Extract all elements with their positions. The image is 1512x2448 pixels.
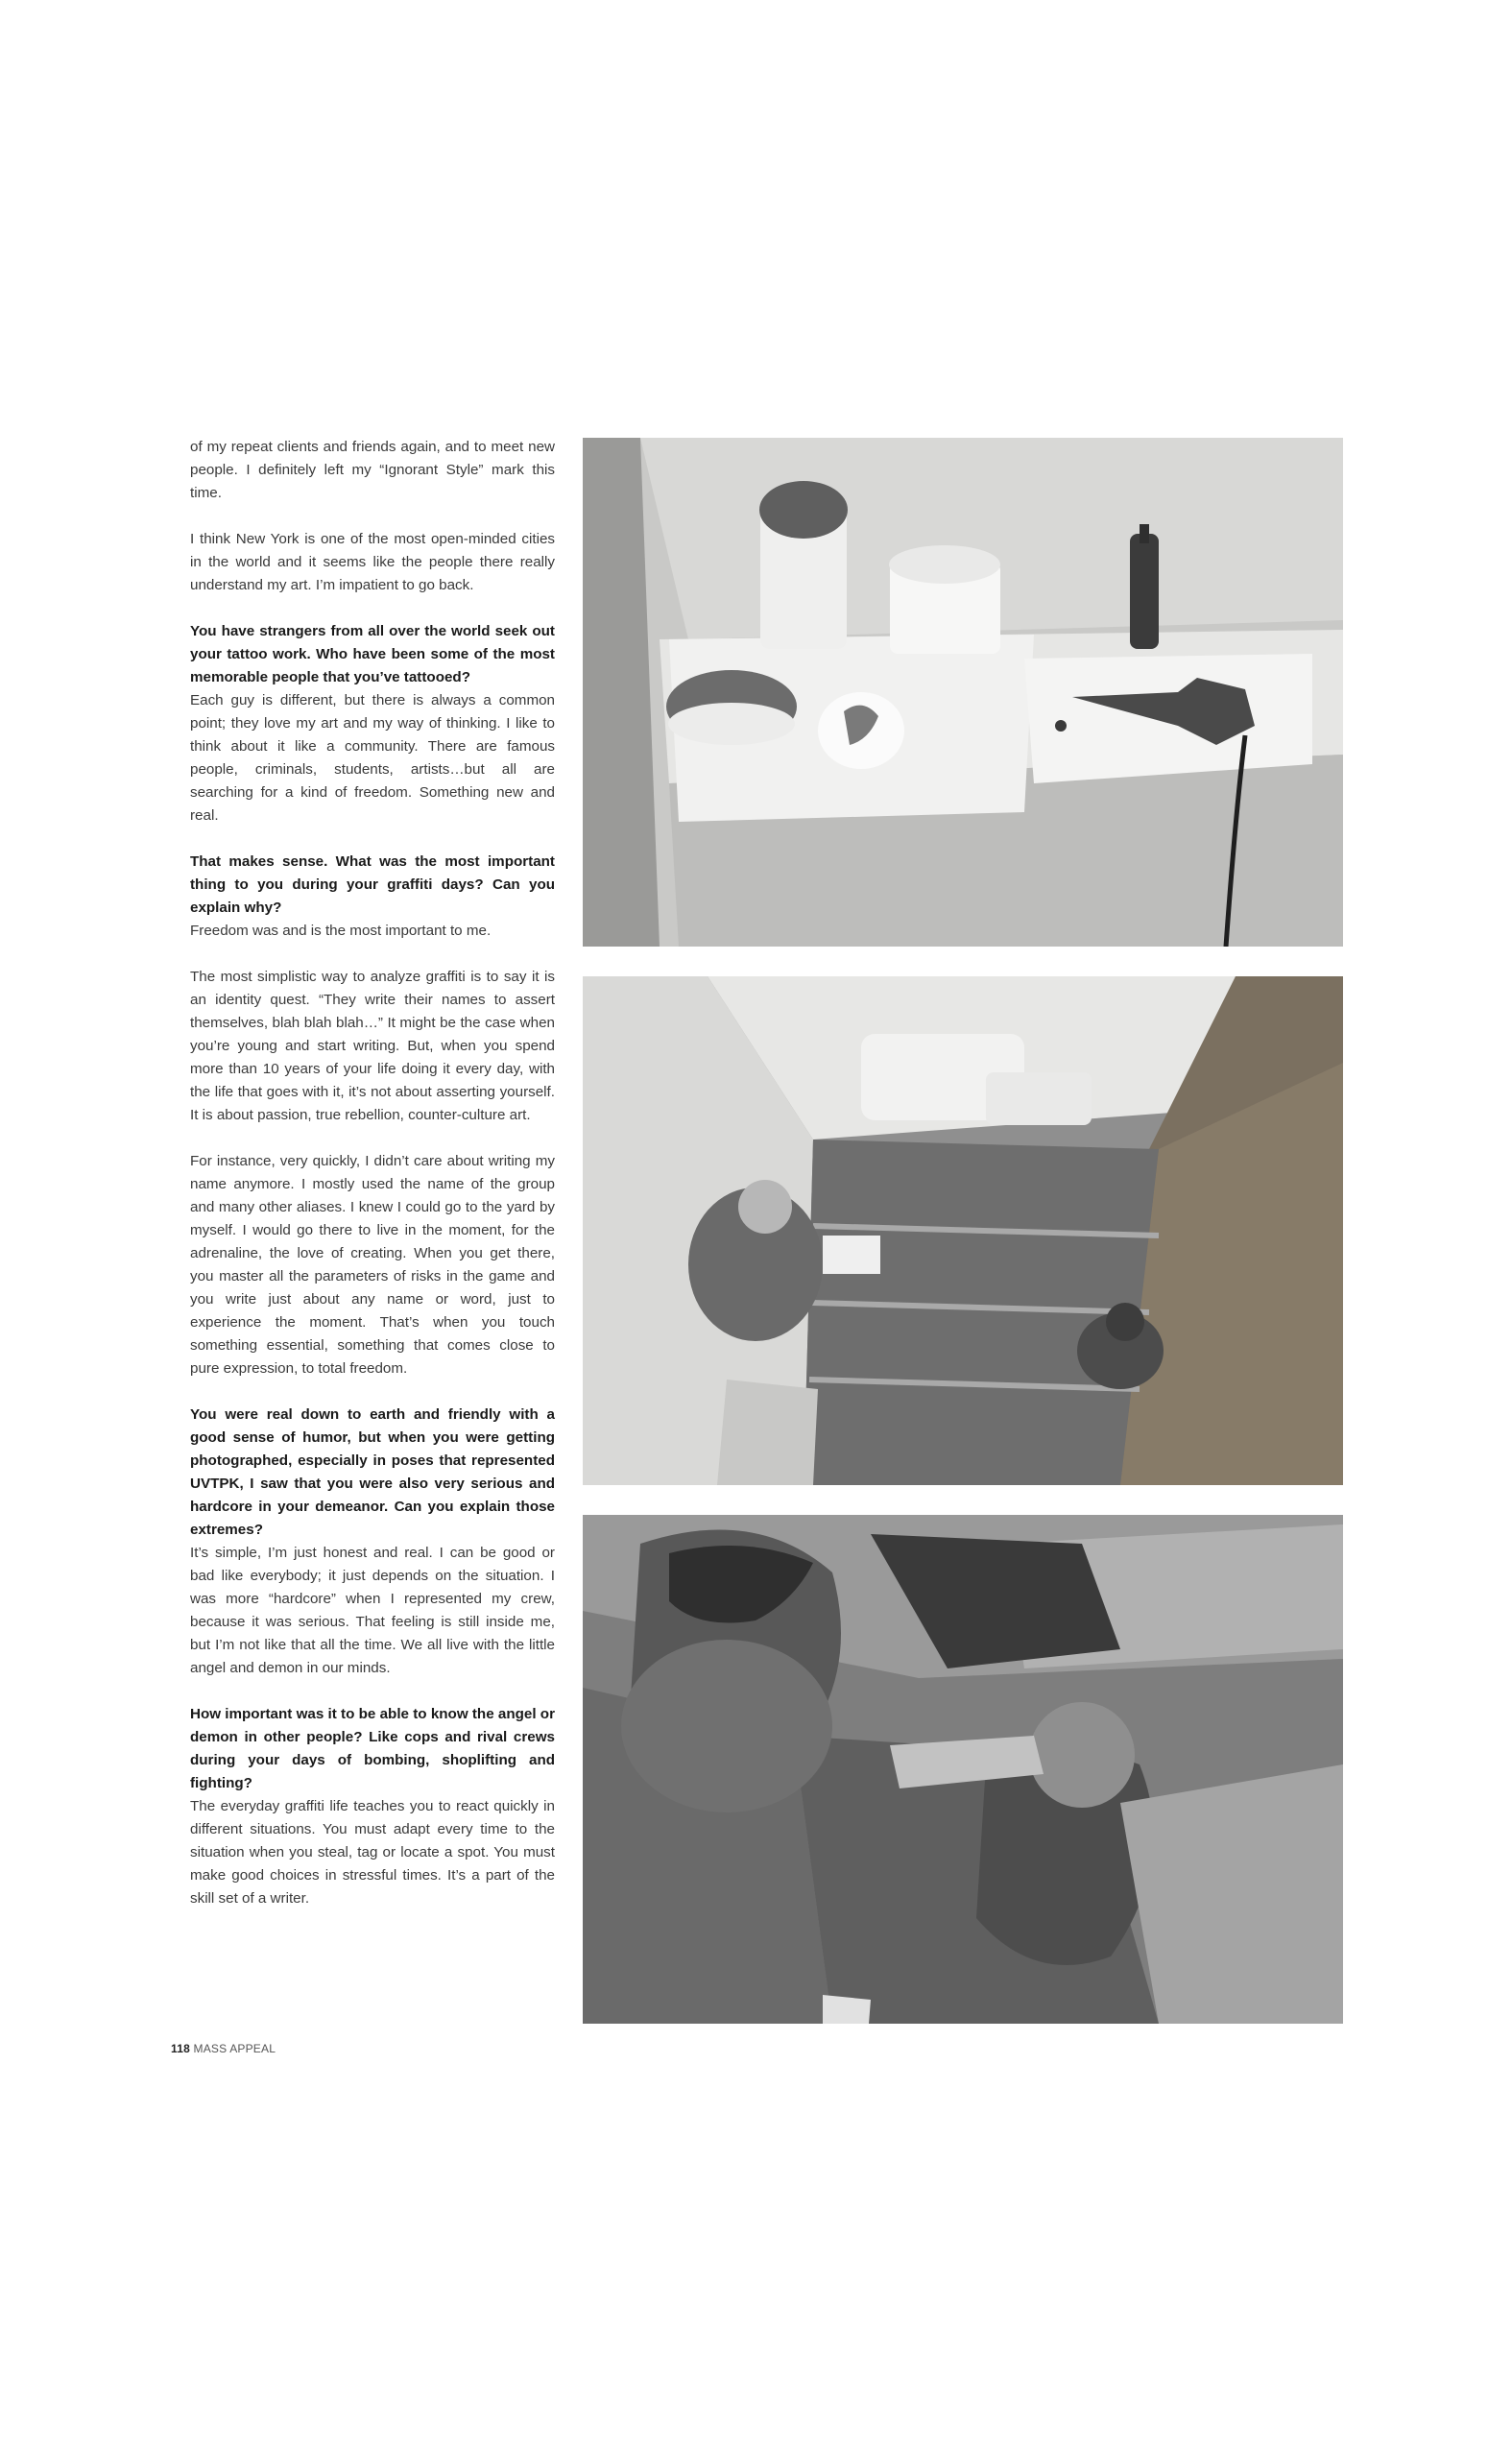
interview-question: You were real down to earth and friendly with a good sense of humor, but when you were getting photographed, especially in poses that represented UVTPK, I saw that you were also very serious and hardcore in your demeanor. Can you explain those extremes? (190, 1406, 555, 1538)
interview-question: You have strangers from all over the world seek out your tattoo work. Who have been some of the most memorable people that you’ve tattooed? (190, 623, 555, 685)
answer-paragraph: The most simplistic way to analyze graffiti is to say it is an identity quest. “They write their names to assert themselves, blah blah blah…” It might be the case when you’re young and start writing. But, when you spend more than 10 years of your life doing it every day, with the life that goes with it, it’s not about asserting yourself. It is about passion, true rebellion, counter-culture art. (190, 969, 555, 1123)
page-folio (171, 2042, 276, 2055)
answer-paragraph: I think New York is one of the most open-minded cities in the world and it seems like the people there really understand my art. I’m impatient to go back. (190, 531, 555, 593)
answer-paragraph: The everyday graffiti life teaches you to react quickly in different situations. You must adapt every time to the situation when you steal, tag or locate a spot. You must make good choices in stressful times. It’s a part of the skill set of a writer. (190, 1798, 555, 1907)
publication-name: MASS APPEAL (193, 2042, 276, 2055)
photo-tattoo-supplies-image (583, 438, 1343, 947)
photo-stairwell-session-image (583, 976, 1343, 1485)
page-number: 118 (171, 2042, 190, 2055)
photo-stairwell-session (583, 976, 1343, 1485)
interview-question: How important was it to be able to know the angel or demon in other people? Like cops and rival crews during your days of bombing, shoplifting and fighting? (190, 1706, 555, 1791)
answer-paragraph: Each guy is different, but there is always a common point; they love my art and my way of thinking. I like to think about it like a community. There are famous people, criminals, students, artists…but all are searching for a kind of freedom. Something new and real. (190, 692, 555, 824)
photo-tattoo-closeup (583, 1515, 1343, 2024)
answer-paragraph: of my repeat clients and friends again, and to meet new people. I definitely left my “Ignorant Style” mark this time. (190, 439, 555, 501)
answer-paragraph: For instance, very quickly, I didn’t care about writing my name anymore. I mostly used the name of the group and many other aliases. I knew I could go to the yard by myself. I would go there to live in the moment, for the adrenaline, the love of creating. When you get there, you master all the parameters of risks in the game and you write just about any name or word, just to experience the moment. That’s when you touch something essential, something that comes close to pure expression, to total freedom. (190, 1153, 555, 1377)
interview-question: That makes sense. What was the most important thing to you during your graffiti days? Can you explain why? (190, 853, 555, 916)
answer-paragraph: It’s simple, I’m just honest and real. I can be good or bad like everybody; it just depends on the situation. I was more “hardcore” when I represented my crew, because it was serious. That feeling is still inside me, but I’m not like that all the time. We all live with the little angel and demon in our minds. (190, 1545, 555, 1676)
article-text-column (190, 436, 555, 1910)
photo-tattoo-closeup-image (583, 1515, 1343, 2024)
answer-paragraph: Freedom was and is the most important to me. (190, 923, 492, 939)
photo-tattoo-supplies (583, 438, 1343, 947)
